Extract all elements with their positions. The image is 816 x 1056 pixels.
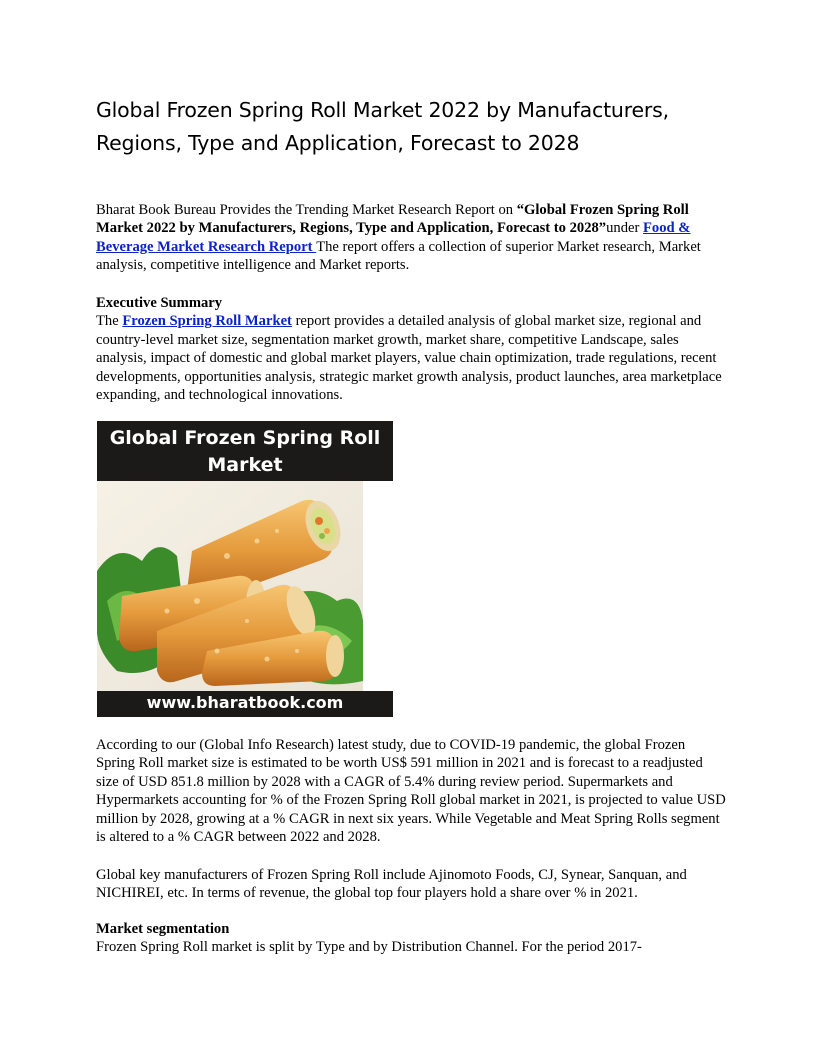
- intro-suffix: The report offers a collection of superior Market research, Market analysis, competitive intelligence and Market reports.: [96, 238, 701, 274]
- market-segmentation-section: [96, 920, 726, 957]
- executive-summary-heading: Executive Summary: [96, 295, 223, 311]
- market-banner-image: [97, 421, 393, 717]
- page-title: Global Frozen Spring Roll Market 2022 by Manufacturers, Regions, Type and Application, Forecast to 2028: [96, 98, 669, 155]
- market-size-paragraph: According to our (Global Info Research) latest study, due to COVID-19 pandemic, the global Frozen Spring Roll market size is estimated to be worth US$ 591 million in 2021 and is forecast to a readjusted size of USD 851.8 million by 2028 with a CAGR of 5.4% during review period. Supermarkets and Hypermarkets accounting for % of the Frozen Spring Roll global market in 2021, is projected to value USD million by 2028, growing at a % CAGR in next six years. While Vegetable and Meat Spring Rolls segment is altered to a % CAGR between 2022 and 2028.: [96, 737, 726, 846]
- manufacturers-paragraph: Global key manufacturers of Frozen Spring Roll include Ajinomoto Foods, CJ, Synear, Sanquan, and NICHIREI, etc. In terms of revenue, the global top four players hold a share over % in 2021.: [96, 867, 687, 902]
- banner-url: www.bharatbook.com: [146, 693, 344, 712]
- market-segmentation-text: Frozen Spring Roll market is split by Type and by Distribution Channel. For the period 2017-: [96, 939, 642, 956]
- market-segmentation-heading: Market segmentation: [96, 921, 230, 937]
- executive-summary-section: [96, 294, 726, 404]
- report-title: “Global Frozen Spring Roll Market 2022 by Manufacturers, Regions, Type and Application, Forecast to 2028”: [96, 202, 689, 237]
- exec-prefix: The: [96, 313, 123, 330]
- banner-title: Global Frozen Spring Roll Market: [109, 427, 381, 476]
- market-link[interactable]: Frozen Spring Roll Market: [122, 313, 292, 330]
- intro-paragraph: [96, 201, 726, 275]
- intro-under: under: [606, 220, 643, 237]
- spring-rolls-photo: [97, 481, 393, 691]
- exec-text: report provides a detailed analysis of global market size, regional and country-level market size, segmentation market growth, market share, competitive Landscape, sales analysis, impact of domestic and global market players, value chain optimization, trade regulations, recent developments, opportunities analysis, strategic market growth analysis, product launches, area marketplace expanding, and technological innovations.: [96, 313, 722, 404]
- category-link[interactable]: Food & Beverage Market Research Report: [96, 220, 691, 255]
- intro-prefix: Bharat Book Bureau Provides the Trending Market Research Report on: [96, 202, 517, 218]
